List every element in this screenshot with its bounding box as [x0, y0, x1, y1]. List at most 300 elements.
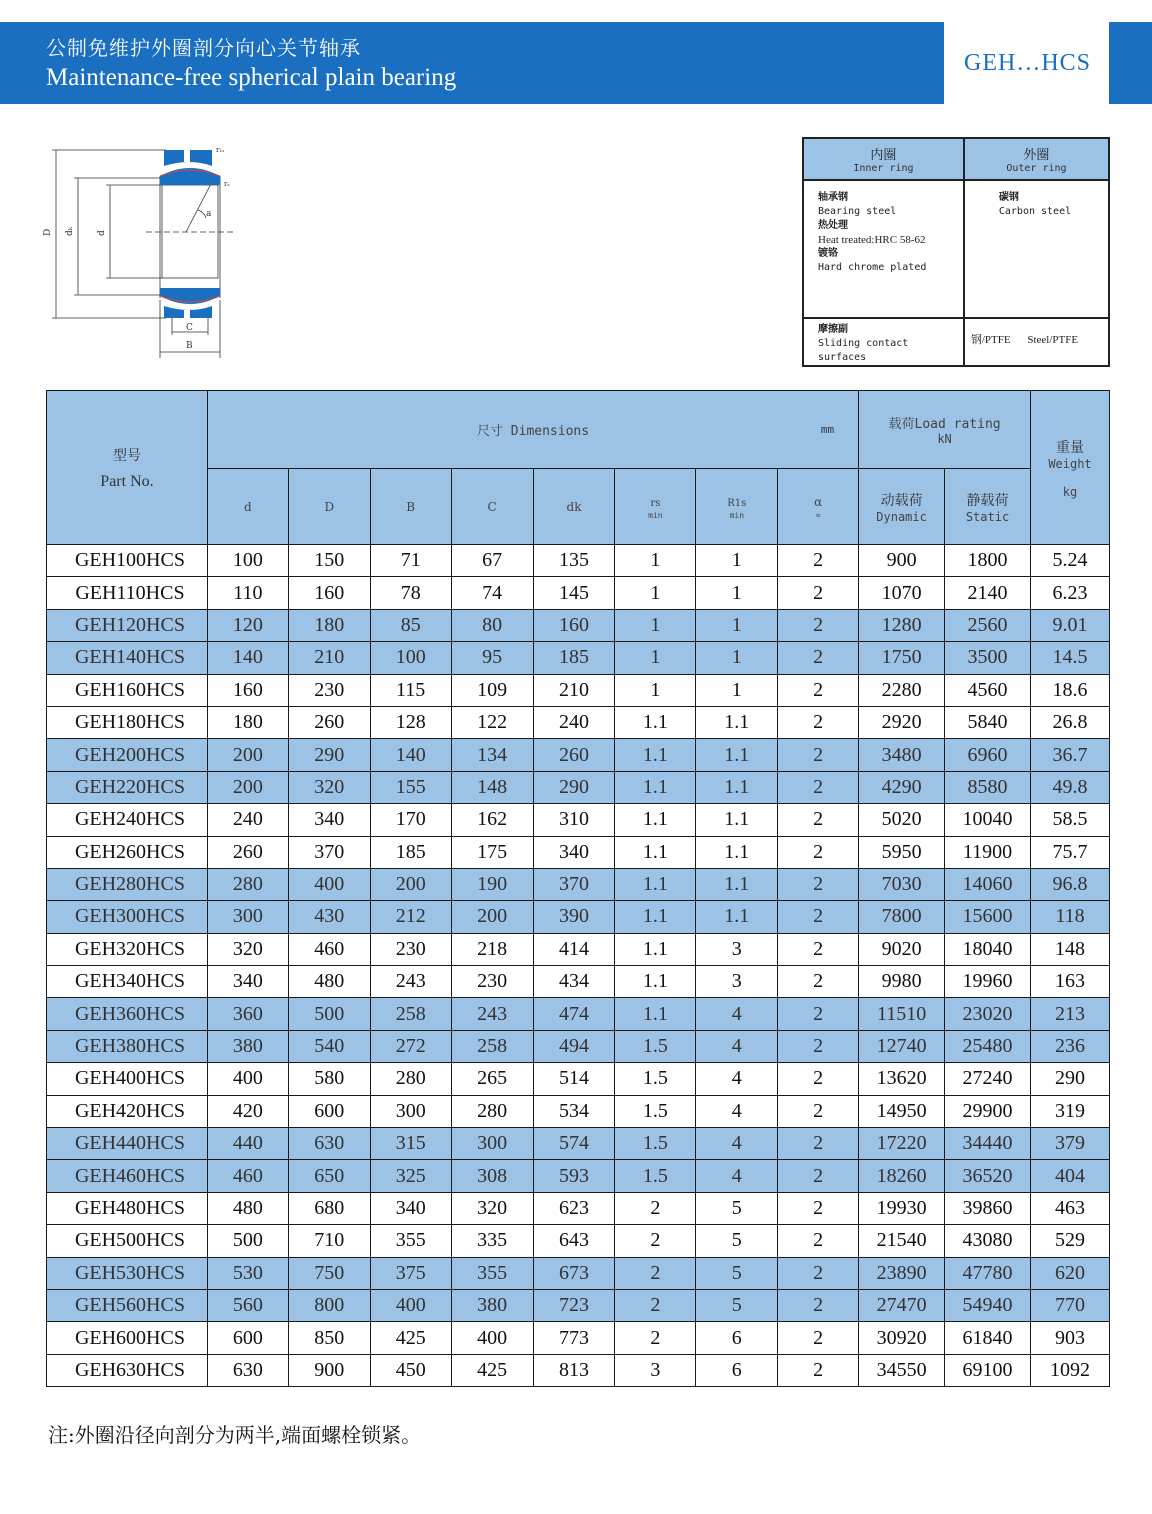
table-cell: 1.1: [615, 966, 696, 998]
table-cell: 4: [696, 998, 778, 1030]
table-cell: 4: [696, 1160, 778, 1192]
table-cell: 1092: [1030, 1354, 1109, 1386]
table-cell: 593: [533, 1160, 615, 1192]
table-cell: 13620: [859, 1063, 945, 1095]
table-cell: 400: [288, 868, 370, 900]
table-cell: 430: [288, 901, 370, 933]
table-cell: 280: [207, 868, 288, 900]
table-cell: 1750: [859, 642, 945, 674]
table-body: [47, 545, 1110, 1387]
table-row: [47, 1030, 1110, 1062]
col-dynamic: 动载荷 Dynamic: [859, 469, 945, 545]
table-cell: 240: [207, 804, 288, 836]
table-cell: 1.1: [615, 836, 696, 868]
table-cell: 96.8: [1030, 868, 1109, 900]
table-cell: 290: [288, 739, 370, 771]
part-number-cell: GEH160HCS: [47, 674, 208, 706]
sliding-surface-value: 钢/PTFE Steel/PTFE: [964, 318, 1109, 366]
part-number-cell: GEH480HCS: [47, 1192, 208, 1224]
table-cell: 1280: [859, 609, 945, 641]
part-number-cell: GEH180HCS: [47, 706, 208, 738]
table-cell: 265: [451, 1063, 533, 1095]
table-cell: 2: [778, 1030, 859, 1062]
table-row: [47, 1354, 1110, 1386]
table-cell: 425: [370, 1322, 451, 1354]
table-cell: 258: [370, 998, 451, 1030]
table-cell: 6: [696, 1354, 778, 1386]
table-cell: 11900: [945, 836, 1031, 868]
table-cell: 19960: [945, 966, 1031, 998]
table-cell: 12740: [859, 1030, 945, 1062]
table-cell: 160: [207, 674, 288, 706]
part-number-cell: GEH500HCS: [47, 1225, 208, 1257]
table-cell: 474: [533, 998, 615, 1030]
table-cell: 23020: [945, 998, 1031, 1030]
table-cell: 49.8: [1030, 771, 1109, 803]
table-cell: 320: [207, 933, 288, 965]
table-cell: 310: [533, 804, 615, 836]
title-cn: 公制免维护外圈剖分向心关节轴承: [46, 36, 361, 60]
bearing-cross-section-diagram: [36, 140, 246, 360]
table-cell: 574: [533, 1128, 615, 1160]
table-cell: 400: [370, 1289, 451, 1321]
table-cell: 340: [207, 966, 288, 998]
table-cell: 210: [533, 674, 615, 706]
table-cell: 4: [696, 1063, 778, 1095]
table-cell: 1.1: [696, 901, 778, 933]
table-cell: 14.5: [1030, 642, 1109, 674]
label-rs: rₛ: [224, 180, 230, 188]
header-banner: [0, 22, 944, 104]
table-cell: 480: [288, 966, 370, 998]
table-cell: 1.5: [615, 1160, 696, 1192]
table-cell: 9980: [859, 966, 945, 998]
table-cell: 1.5: [615, 1128, 696, 1160]
table-cell: 723: [533, 1289, 615, 1321]
inner-ring-spec: 轴承钢 Bearing steel 热处理 Heat treated:HRC 58-62 镀铬 Hard chrome plated: [803, 180, 964, 318]
table-cell: 23890: [859, 1257, 945, 1289]
table-cell: 190: [451, 868, 533, 900]
col-r1s: R1s min: [696, 469, 778, 545]
table-cell: 400: [451, 1322, 533, 1354]
table-cell: 85: [370, 609, 451, 641]
sliding-surface-label: 摩擦副 Sliding contact surfaces: [803, 318, 964, 366]
table-cell: 5: [696, 1225, 778, 1257]
table-cell: 2: [778, 642, 859, 674]
table-cell: 145: [533, 577, 615, 609]
table-cell: 2: [778, 545, 859, 577]
title-en: Maintenance-free spherical plain bearing: [46, 64, 457, 91]
part-number-cell: GEH420HCS: [47, 1095, 208, 1127]
table-cell: 6: [696, 1322, 778, 1354]
table-cell: 290: [533, 771, 615, 803]
table-cell: 18.6: [1030, 674, 1109, 706]
table-cell: 1.5: [615, 1095, 696, 1127]
table-cell: 1070: [859, 577, 945, 609]
table-cell: 17220: [859, 1128, 945, 1160]
weight-header: 重量 Weight kg: [1030, 391, 1109, 545]
part-number-cell: GEH140HCS: [47, 642, 208, 674]
table-cell: 75.7: [1030, 836, 1109, 868]
table-cell: 560: [207, 1289, 288, 1321]
table-cell: 340: [370, 1192, 451, 1224]
table-cell: 148: [451, 771, 533, 803]
table-cell: 14060: [945, 868, 1031, 900]
col-rs: rs min: [615, 469, 696, 545]
label-r1s: r₁ₛ: [216, 146, 225, 154]
table-cell: 5.24: [1030, 545, 1109, 577]
table-cell: 1.5: [615, 1030, 696, 1062]
table-cell: 900: [859, 545, 945, 577]
table-cell: 135: [533, 545, 615, 577]
table-cell: 813: [533, 1354, 615, 1386]
table-cell: 5840: [945, 706, 1031, 738]
table-cell: 200: [207, 739, 288, 771]
table-cell: 3: [696, 966, 778, 998]
table-row: [47, 868, 1110, 900]
table-cell: 290: [1030, 1063, 1109, 1095]
table-cell: 185: [370, 836, 451, 868]
part-number-cell: GEH530HCS: [47, 1257, 208, 1289]
table-cell: 1.1: [696, 804, 778, 836]
part-number-cell: GEH630HCS: [47, 1354, 208, 1386]
table-cell: 2: [778, 739, 859, 771]
table-cell: 460: [207, 1160, 288, 1192]
table-cell: 58.5: [1030, 804, 1109, 836]
table-cell: 2: [778, 1160, 859, 1192]
table-cell: 770: [1030, 1289, 1109, 1321]
table-row: [47, 1289, 1110, 1321]
table-cell: 320: [288, 771, 370, 803]
table-cell: 3: [615, 1354, 696, 1386]
table-cell: 4560: [945, 674, 1031, 706]
table-cell: 1.1: [696, 739, 778, 771]
table-cell: 148: [1030, 933, 1109, 965]
table-cell: 18260: [859, 1160, 945, 1192]
table-row: [47, 674, 1110, 706]
part-number-cell: GEH400HCS: [47, 1063, 208, 1095]
table-cell: 673: [533, 1257, 615, 1289]
table-row: [47, 1225, 1110, 1257]
table-cell: 9.01: [1030, 609, 1109, 641]
col-B: B: [370, 469, 451, 545]
label-B: B: [186, 341, 193, 351]
table-cell: 903: [1030, 1322, 1109, 1354]
dimensions-header: 尺寸 Dimensions mm: [207, 391, 858, 469]
table-cell: 2: [778, 804, 859, 836]
table-cell: 1: [696, 577, 778, 609]
table-cell: 540: [288, 1030, 370, 1062]
table-cell: 6960: [945, 739, 1031, 771]
table-cell: 140: [370, 739, 451, 771]
table-row: [47, 1128, 1110, 1160]
part-number-cell: GEH600HCS: [47, 1322, 208, 1354]
table-cell: 71: [370, 545, 451, 577]
table-cell: 7800: [859, 901, 945, 933]
table-cell: 120: [207, 609, 288, 641]
table-cell: 5950: [859, 836, 945, 868]
table-cell: 19930: [859, 1192, 945, 1224]
table-cell: 2: [615, 1289, 696, 1321]
table-cell: 200: [207, 771, 288, 803]
table-cell: 128: [370, 706, 451, 738]
table-cell: 3480: [859, 739, 945, 771]
table-cell: 27240: [945, 1063, 1031, 1095]
table-row: [47, 706, 1110, 738]
table-cell: 5: [696, 1192, 778, 1224]
table-cell: 14950: [859, 1095, 945, 1127]
part-number-cell: GEH340HCS: [47, 966, 208, 998]
part-number-cell: GEH200HCS: [47, 739, 208, 771]
table-cell: 7030: [859, 868, 945, 900]
table-cell: 2: [778, 966, 859, 998]
part-number-cell: GEH220HCS: [47, 771, 208, 803]
table-cell: 1.1: [615, 771, 696, 803]
table-cell: 2: [778, 836, 859, 868]
table-cell: 100: [370, 642, 451, 674]
table-cell: 404: [1030, 1160, 1109, 1192]
table-cell: 230: [288, 674, 370, 706]
table-cell: 175: [451, 836, 533, 868]
table-cell: 110: [207, 577, 288, 609]
table-cell: 325: [370, 1160, 451, 1192]
table-cell: 500: [207, 1225, 288, 1257]
table-cell: 380: [207, 1030, 288, 1062]
table-cell: 140: [207, 642, 288, 674]
table-cell: 134: [451, 739, 533, 771]
table-cell: 623: [533, 1192, 615, 1224]
table-cell: 34550: [859, 1354, 945, 1386]
table-cell: 5020: [859, 804, 945, 836]
table-cell: 2: [778, 674, 859, 706]
part-number-cell: GEH110HCS: [47, 577, 208, 609]
table-cell: 450: [370, 1354, 451, 1386]
table-cell: 2: [778, 1095, 859, 1127]
table-cell: 258: [451, 1030, 533, 1062]
table-cell: 43080: [945, 1225, 1031, 1257]
table-cell: 8580: [945, 771, 1031, 803]
table-row: [47, 545, 1110, 577]
col-dk: dk: [533, 469, 615, 545]
table-cell: 1.5: [615, 1063, 696, 1095]
table-cell: 163: [1030, 966, 1109, 998]
table-cell: 218: [451, 933, 533, 965]
table-cell: 900: [288, 1354, 370, 1386]
part-number-cell: GEH280HCS: [47, 868, 208, 900]
table-cell: 272: [370, 1030, 451, 1062]
table-cell: 375: [370, 1257, 451, 1289]
table-cell: 600: [288, 1095, 370, 1127]
table-cell: 200: [370, 868, 451, 900]
table-cell: 340: [533, 836, 615, 868]
table-cell: 122: [451, 706, 533, 738]
table-cell: 155: [370, 771, 451, 803]
table-cell: 750: [288, 1257, 370, 1289]
table-cell: 320: [451, 1192, 533, 1224]
table-cell: 600: [207, 1322, 288, 1354]
table-cell: 1: [696, 609, 778, 641]
table-cell: 4: [696, 1095, 778, 1127]
table-cell: 379: [1030, 1128, 1109, 1160]
table-cell: 650: [288, 1160, 370, 1192]
table-row: [47, 739, 1110, 771]
part-number-cell: GEH460HCS: [47, 1160, 208, 1192]
table-cell: 463: [1030, 1192, 1109, 1224]
table-cell: 340: [288, 804, 370, 836]
table-cell: 2: [615, 1225, 696, 1257]
table-cell: 26.8: [1030, 706, 1109, 738]
part-no-header: 型号 Part No.: [47, 391, 208, 545]
table-cell: 1.1: [615, 868, 696, 900]
table-cell: 1.1: [615, 804, 696, 836]
table-cell: 4: [696, 1030, 778, 1062]
table-cell: 1: [615, 642, 696, 674]
table-row: [47, 933, 1110, 965]
table-cell: 850: [288, 1322, 370, 1354]
table-cell: 300: [370, 1095, 451, 1127]
table-cell: 300: [207, 901, 288, 933]
table-cell: 1.1: [615, 933, 696, 965]
table-cell: 54940: [945, 1289, 1031, 1321]
table-cell: 78: [370, 577, 451, 609]
table-cell: 2: [778, 577, 859, 609]
table-row: [47, 771, 1110, 803]
table-cell: 1.1: [696, 706, 778, 738]
table-row: [47, 966, 1110, 998]
table-cell: 180: [207, 706, 288, 738]
table-cell: 1: [696, 545, 778, 577]
label-a: a: [206, 209, 212, 219]
table-row: [47, 836, 1110, 868]
table-cell: 6.23: [1030, 577, 1109, 609]
table-cell: 710: [288, 1225, 370, 1257]
table-cell: 67: [451, 545, 533, 577]
header-tab: [1109, 22, 1152, 104]
table-cell: 115: [370, 674, 451, 706]
table-cell: 2: [615, 1192, 696, 1224]
table-cell: 18040: [945, 933, 1031, 965]
table-cell: 74: [451, 577, 533, 609]
table-cell: 230: [451, 966, 533, 998]
table-cell: 335: [451, 1225, 533, 1257]
table-cell: 61840: [945, 1322, 1031, 1354]
table-cell: 480: [207, 1192, 288, 1224]
table-cell: 2: [778, 1063, 859, 1095]
table-cell: 3500: [945, 642, 1031, 674]
table-cell: 494: [533, 1030, 615, 1062]
table-cell: 370: [288, 836, 370, 868]
label-dk: dₖ: [65, 226, 75, 236]
table-cell: 440: [207, 1128, 288, 1160]
table-cell: 2140: [945, 577, 1031, 609]
table-cell: 34440: [945, 1128, 1031, 1160]
table-cell: 530: [207, 1257, 288, 1289]
table-cell: 180: [288, 609, 370, 641]
table-cell: 4290: [859, 771, 945, 803]
table-cell: 200: [451, 901, 533, 933]
table-cell: 680: [288, 1192, 370, 1224]
table-cell: 2: [778, 901, 859, 933]
table-cell: 1.1: [696, 771, 778, 803]
table-cell: 630: [207, 1354, 288, 1386]
table-cell: 170: [370, 804, 451, 836]
part-number-cell: GEH260HCS: [47, 836, 208, 868]
table-cell: 2: [778, 609, 859, 641]
table-cell: 5: [696, 1289, 778, 1321]
table-cell: 2: [615, 1257, 696, 1289]
table-cell: 529: [1030, 1225, 1109, 1257]
table-cell: 420: [207, 1095, 288, 1127]
part-number-cell: GEH440HCS: [47, 1128, 208, 1160]
table-cell: 29900: [945, 1095, 1031, 1127]
table-cell: 1.1: [696, 868, 778, 900]
table-cell: 2: [778, 1128, 859, 1160]
table-row: [47, 642, 1110, 674]
table-row: [47, 998, 1110, 1030]
table-cell: 213: [1030, 998, 1109, 1030]
table-cell: 260: [288, 706, 370, 738]
table-cell: 1: [615, 545, 696, 577]
part-number-cell: GEH100HCS: [47, 545, 208, 577]
part-number-cell: GEH320HCS: [47, 933, 208, 965]
table-cell: 36520: [945, 1160, 1031, 1192]
table-cell: 2: [778, 1322, 859, 1354]
table-cell: 3: [696, 933, 778, 965]
part-number-cell: GEH120HCS: [47, 609, 208, 641]
table-cell: 360: [207, 998, 288, 1030]
table-cell: 1.1: [615, 706, 696, 738]
table-cell: 2: [778, 1225, 859, 1257]
table-cell: 5: [696, 1257, 778, 1289]
col-d: d: [207, 469, 288, 545]
table-cell: 160: [288, 577, 370, 609]
table-cell: 414: [533, 933, 615, 965]
table-cell: 9020: [859, 933, 945, 965]
table-cell: 643: [533, 1225, 615, 1257]
table-cell: 243: [370, 966, 451, 998]
table-cell: 109: [451, 674, 533, 706]
table-cell: 240: [533, 706, 615, 738]
load-rating-header: 载荷Load rating kN: [859, 391, 1031, 469]
table-cell: 2: [778, 998, 859, 1030]
table-cell: 2920: [859, 706, 945, 738]
table-cell: 243: [451, 998, 533, 1030]
table-cell: 300: [451, 1128, 533, 1160]
table-cell: 2: [778, 706, 859, 738]
table-cell: 1800: [945, 545, 1031, 577]
table-cell: 319: [1030, 1095, 1109, 1127]
table-cell: 534: [533, 1095, 615, 1127]
table-cell: 370: [533, 868, 615, 900]
table-cell: 1.1: [615, 901, 696, 933]
table-cell: 1: [615, 609, 696, 641]
table-row: [47, 901, 1110, 933]
table-cell: 280: [370, 1063, 451, 1095]
part-number-cell: GEH560HCS: [47, 1289, 208, 1321]
material-table: [802, 137, 1110, 367]
table-cell: 380: [451, 1289, 533, 1321]
part-number-cell: GEH360HCS: [47, 998, 208, 1030]
table-cell: 10040: [945, 804, 1031, 836]
table-cell: 260: [533, 739, 615, 771]
col-D: D: [288, 469, 370, 545]
table-cell: 1: [696, 674, 778, 706]
table-cell: 2: [778, 1257, 859, 1289]
table-cell: 1.1: [615, 998, 696, 1030]
table-cell: 1.1: [696, 836, 778, 868]
table-cell: 30920: [859, 1322, 945, 1354]
table-row: [47, 1160, 1110, 1192]
